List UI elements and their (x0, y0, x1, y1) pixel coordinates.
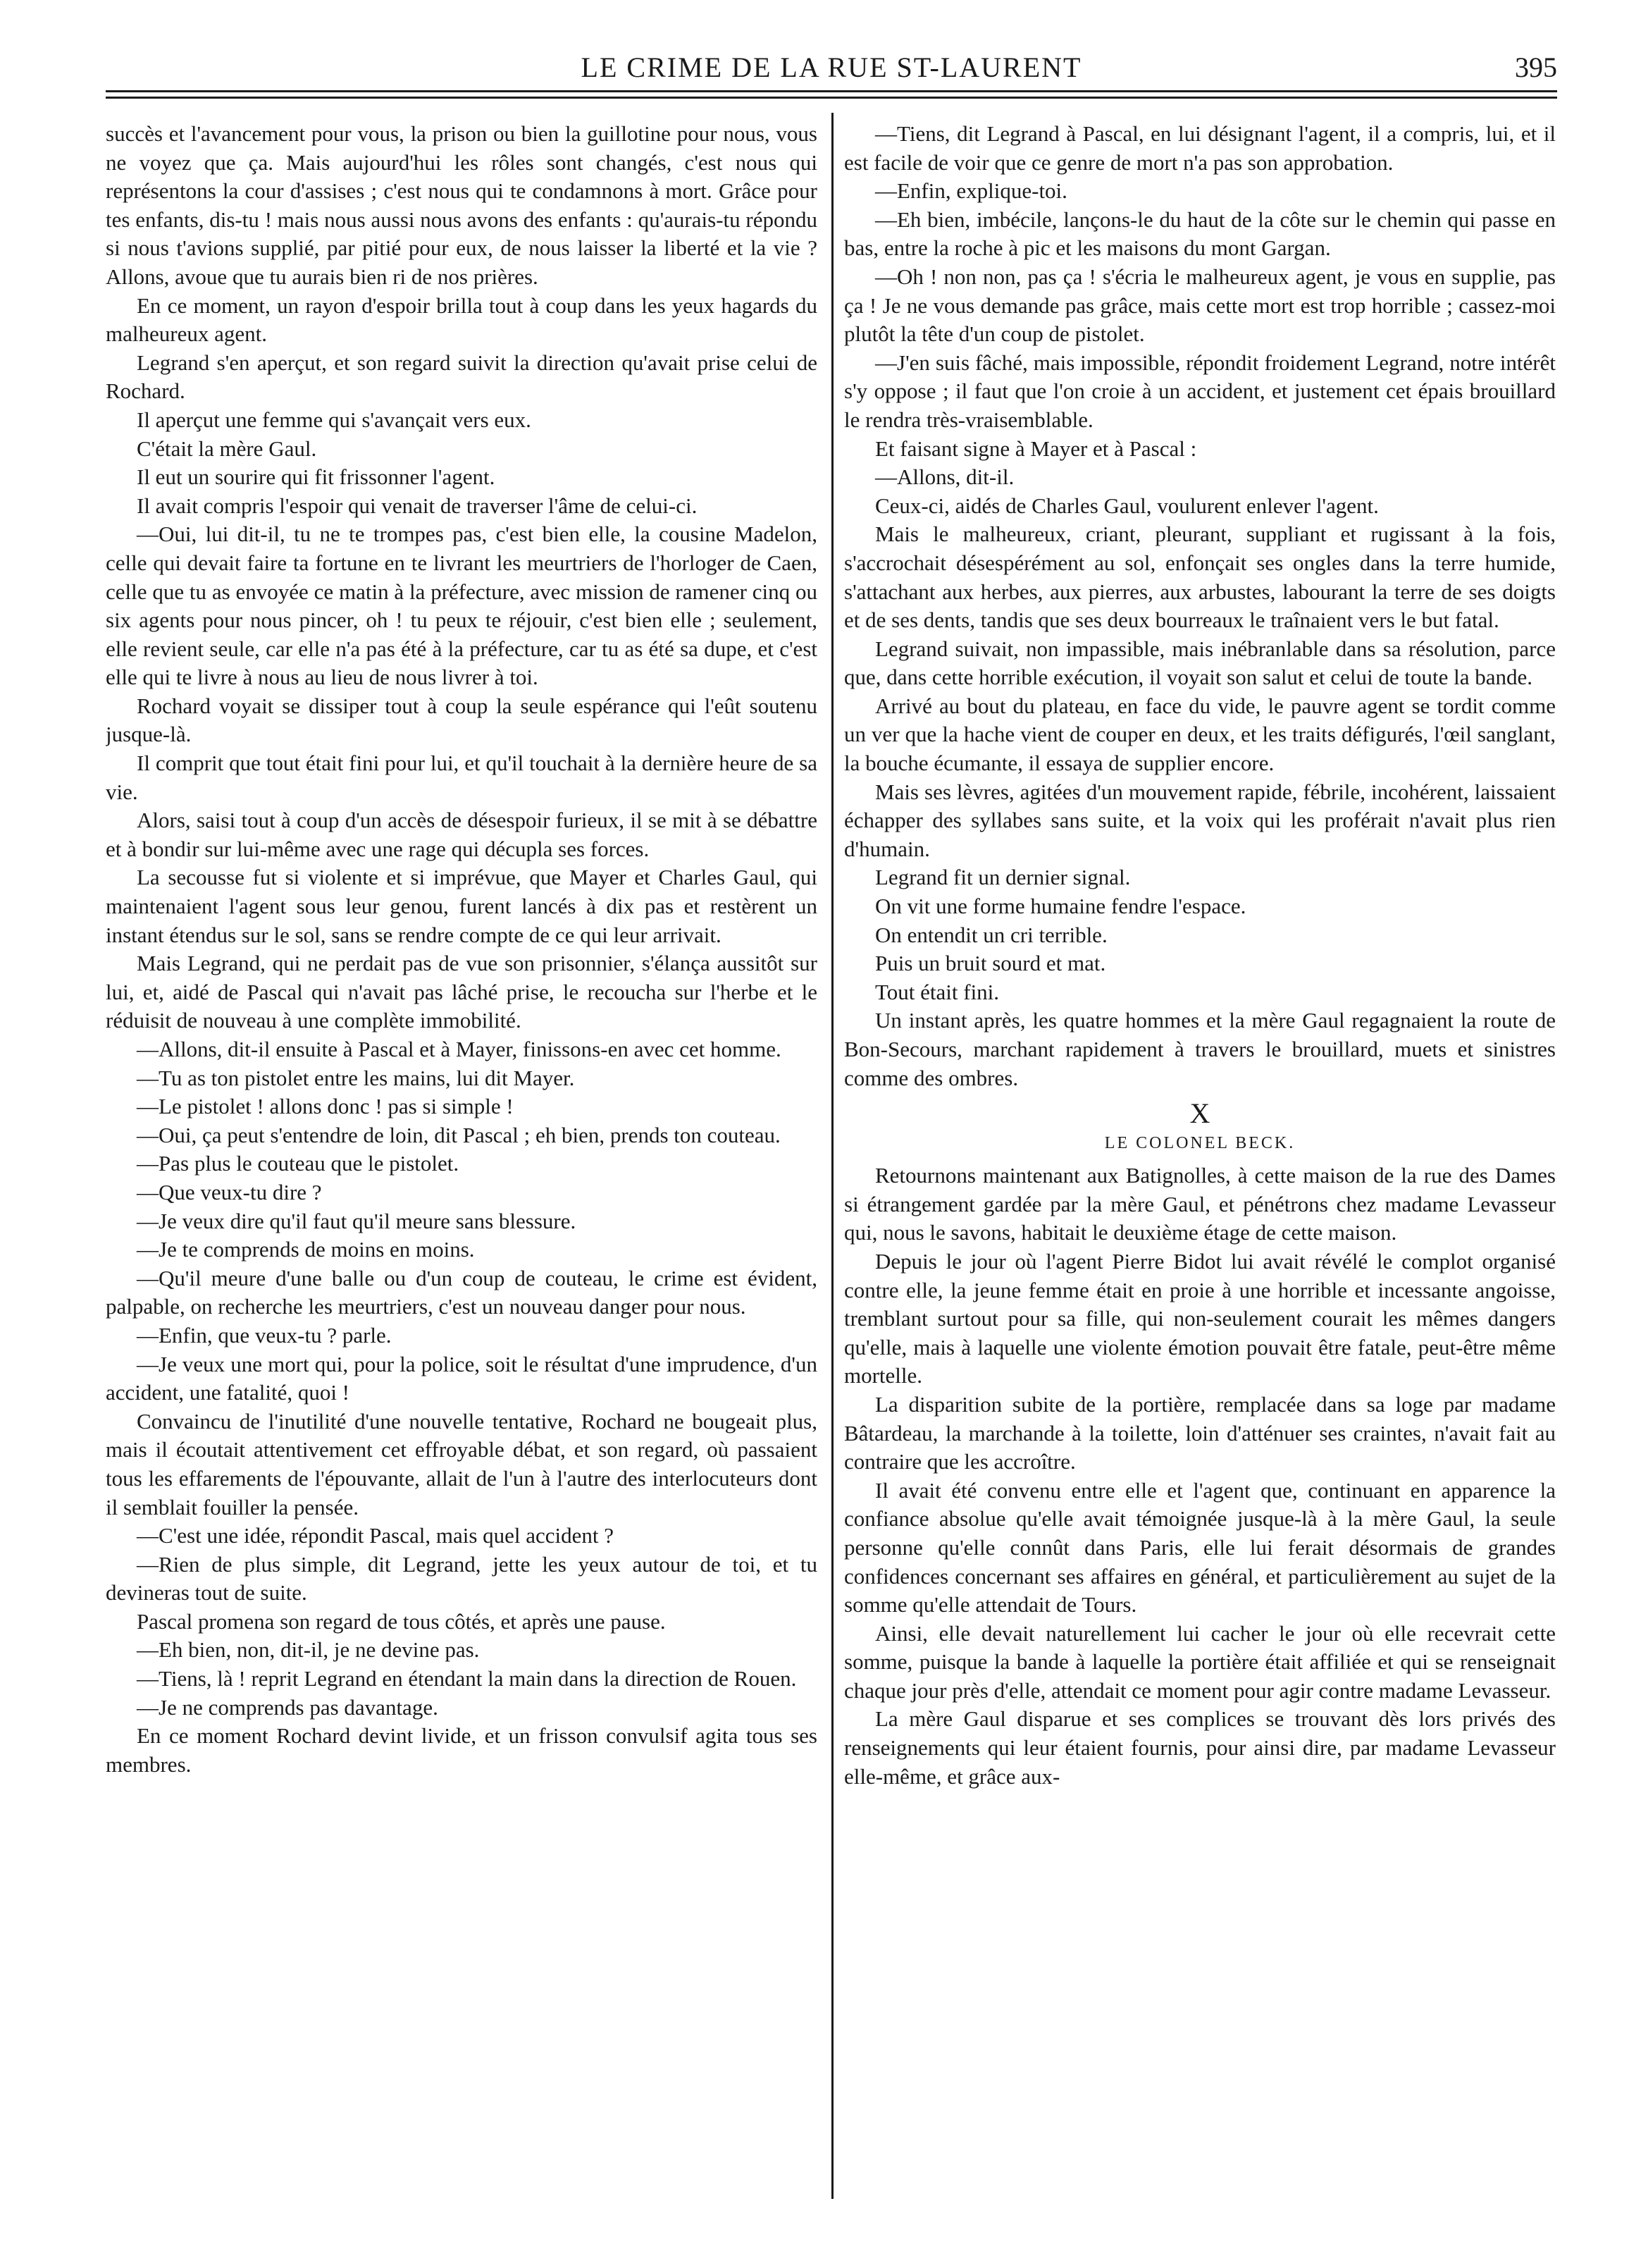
paragraph: Il comprit que tout était fini pour lui, et qu'il touchait à la dernière heure de sa vie. (106, 751, 817, 804)
paragraph: On vit une forme humaine fendre l'espace. (875, 894, 1246, 919)
header-rule-top (106, 90, 1557, 92)
paragraph: —Qu'il meure d'une balle ou d'un coup de couteau, le crime est évident, palpable, on recherche les meurtriers, c'est un nouveau danger pour nous. (106, 1265, 817, 1319)
page-number: 395 (1515, 51, 1557, 83)
paragraph: —Allons, dit-il. (875, 464, 1015, 490)
paragraph: Retournons maintenant aux Batignolles, à cette maison de la rue des Dames si étrangement gardée par la mère Gaul, et pénétrons chez madame Levasseur qui, nous le savons, habitait le deuxième étage de cette maison. (844, 1163, 1556, 1245)
paragraph: Pascal promena son regard de tous côtés, et après une pause. (137, 1608, 666, 1634)
paragraph: —Allons, dit-il ensuite à Pascal et à Mayer, finissons-en avec cet homme. (137, 1037, 781, 1061)
paragraph: —Oui, lui dit-il, tu ne te trompes pas, c'est bien elle, la cousine Madelon, celle qui devait faire ta fortune en te livrant les meurtriers de l'horloger de Caen, celle que tu as envoyée ce matin à la préfecture, avec mission de ramener cinq ou six agents pour nous pincer, oh ! tu peux te réjouir, c'est bien elle ; seulement, elle revient seule, car elle n'a pas été à la préfecture, car tu as été sa dupe, et c'est elle qui te livre à nous au lieu de nous livrer à toi. (106, 522, 817, 690)
left-column (106, 120, 817, 2206)
paragraph: —Pas plus le couteau que le pistolet. (137, 1151, 459, 1176)
paragraph: Legrand suivait, non impassible, mais inébranlable dans sa résolution, parce que, dans cette horrible exécution, il voyait son salut et celui de toute la bande. (844, 636, 1556, 690)
paragraph: Arrivé au bout du plateau, en face du vide, le pauvre agent se tordit comme un ver que la hache vient de couper en deux, et les traits défigurés, l'œil sanglant, la bouche écumante, il essaya de supplier encore. (844, 693, 1556, 776)
paragraph: La secousse fut si violente et si imprévue, que Mayer et Charles Gaul, qui maintenaient l'agent sous leur genou, furent lancés à dix pas et restèrent un instant étendus sur le sol, sans se rendre compte de ce qui leur arrivait. (106, 865, 817, 947)
running-head (106, 47, 1557, 89)
paragraph: Legrand fit un dernier signal. (875, 865, 1131, 890)
paragraph: Il eut un sourire qui fit frissonner l'agent. (137, 464, 495, 490)
paragraph: —Eh bien, imbécile, lançons-le du haut de la côte sur le chemin qui passe en bas, entre la roche à pic et les maisons du mont Gargan. (844, 207, 1556, 261)
paragraph: Un instant après, les quatre hommes et la mère Gaul regagnaient la route de Bon-Secours, marchant rapidement à travers le brouillard, muets et sinistres comme des ombres. (844, 1008, 1556, 1090)
paragraph: Il aperçut une femme qui s'avançait vers eux. (137, 407, 531, 432)
paragraph: On entendit un cri terrible. (875, 922, 1108, 947)
paragraph: En ce moment Rochard devint livide, et un frisson convulsif agita tous ses membres. (106, 1723, 817, 1777)
paragraph: Ceux-ci, aidés de Charles Gaul, voulurent enlever l'agent. (875, 493, 1379, 518)
paragraph: —Je veux une mort qui, pour la police, soit le résultat d'une imprudence, d'un accident, une fatalité, quoi ! (106, 1351, 817, 1405)
paragraph: Convaincu de l'inutilité d'une nouvelle tentative, Rochard ne bougeait plus, mais il écoutait attentivement cet effroyable débat, et son regard, où passaient tous les effarements de l'épouvante, allait de l'un à l'autre des interlocuteurs dont il semblait fouiller la pensée. (106, 1408, 817, 1520)
paragraph: En ce moment, un rayon d'espoir brilla tout à coup dans les yeux hagards du malheureux agent. (106, 292, 817, 347)
paragraph: —Enfin, explique-toi. (875, 178, 1067, 204)
paragraph: Tout était fini. (875, 979, 1000, 1004)
paragraph: Ainsi, elle devait naturellement lui cacher le jour où elle recevrait cette somme, puisque la bande à laquelle la portière était affiliée et qui se renseignait chaque jour près d'elle, attendait ce moment pour agir contre madame Levasseur. (844, 1620, 1556, 1703)
paragraph: Mais ses lèvres, agitées d'un mouvement rapide, fébrile, incohérent, laissaient échapper des syllabes sans suite, et la voix qui les proférait n'avait plus rien d'humain. (844, 779, 1556, 861)
paragraph: Legrand s'en aperçut, et son regard suivit la direction qu'avait prise celui de Rochard. (106, 350, 817, 404)
paragraph: —Je veux dire qu'il faut qu'il meure sans blessure. (137, 1208, 576, 1233)
paragraph: Alors, saisi tout à coup d'un accès de désespoir furieux, il se mit à se débattre et à bondir sur lui-même avec une rage qui décupla ses forces. (106, 808, 817, 861)
paragraph: —Rien de plus simple, dit Legrand, jette les yeux autour de toi, et tu devineras tout de suite. (106, 1551, 817, 1606)
paragraph: Depuis le jour où l'agent Pierre Bidot lui avait révélé le complot organisé contre elle, la jeune femme était en proie à une horrible et incessante angoisse, tremblant surtout pour sa fille, qui non-seulement courait les mêmes dangers qu'elle, mais à laquelle une violente émotion pouvait être fatale, peut-être même mortelle. (844, 1248, 1556, 1388)
paragraph: succès et l'avancement pour vous, la prison ou bien la guillotine pour nous, vous ne voyez que ça. Mais aujourd'hui les rôles sont changés, c'est nous qui représentons la cour d'assises ; c'est nous qui te condamnons à mort. Grâce pour tes enfants, dis-tu ! mais nous aussi nous avons des enfants : qu'aurais-tu répondu si nous t'avions supplié, par pitié pour eux, de nous laisser la liberté et la vie ? Allons, avoue que tu aurais bien ri de nos prières. (106, 121, 817, 289)
paragraph: —Tu as ton pistolet entre les mains, lui dit Mayer. (137, 1065, 575, 1090)
paragraph: —Tiens, là ! reprit Legrand en étendant la main dans la direction de Rouen. (137, 1666, 797, 1691)
running-title: LE CRIME DE LA RUE ST-LAURENT (581, 51, 1082, 83)
paragraph: Il avait compris l'espoir qui venait de traverser l'âme de celui-ci. (137, 493, 698, 518)
paragraph: C'était la mère Gaul. (137, 436, 317, 461)
right-column-text-after (844, 1161, 1556, 1791)
paragraph: —Je te comprends de moins en moins. (137, 1237, 475, 1262)
paragraph: Mais Legrand, qui ne perdait pas de vue son prisonnier, s'élança aussitôt sur lui, et, aidé de Pascal qui n'avait pas lâché prise, le recoucha sur l'herbe et le réduisit de nouveau à une complète immobilité. (106, 951, 817, 1033)
paragraph: Et faisant signe à Mayer et à Pascal : (875, 436, 1197, 461)
chapter-number: X (1189, 1097, 1210, 1130)
paragraph: Rochard voyait se dissiper tout à coup la seule espérance qui l'eût soutenu jusque-là. (106, 693, 817, 747)
paragraph: —C'est une idée, répondit Pascal, mais quel accident ? (137, 1523, 614, 1548)
paragraph: —Je ne comprends pas davantage. (137, 1694, 438, 1720)
paragraph: —Oui, ça peut s'entendre de loin, dit Pascal ; eh bien, prends ton couteau. (137, 1122, 781, 1147)
header-rule-bottom (106, 97, 1557, 99)
paragraph: —Le pistolet ! allons donc ! pas si simple ! (137, 1094, 514, 1119)
paragraph: —Eh bien, non, dit-il, je ne devine pas. (137, 1637, 480, 1663)
paragraph: La mère Gaul disparue et ses complices se trouvant dès lors privés des renseignements qui leur étaient fournis, pour ainsi dire, par madame Levasseur elle-même, et grâce aux- (844, 1706, 1556, 1789)
paragraph: —Oh ! non non, pas ça ! s'écria le malheureux agent, je vous en supplie, pas ça ! Je ne vous demande pas grâce, mais cette mort est trop horrible ; cassez-moi plutôt la tête d'un coup de pistolet. (844, 264, 1556, 347)
paragraph: —Que veux-tu dire ? (137, 1179, 322, 1204)
paragraph: Mais le malheureux, criant, pleurant, suppliant et rugissant à la fois, s'accrochait désespérément au sol, enfonçait ses ongles dans la terre humide, s'attachant aux herbes, aux pierres, aux arbustes, labourant la terre de ses doigts et de ses dents, tandis que ses deux bourreaux le traînaient vers le but fatal. (844, 522, 1556, 633)
paragraph: Puis un bruit sourd et mat. (875, 951, 1106, 976)
right-column (844, 120, 1556, 2206)
column-divider (831, 113, 834, 2199)
paragraph: —Tiens, dit Legrand à Pascal, en lui désignant l'agent, il a compris, lui, et il est facile de voir que ce genre de mort n'a pas son approbation. (844, 121, 1556, 175)
paragraph: —Enfin, que veux-tu ? parle. (137, 1322, 392, 1348)
right-column-text-before (844, 120, 1556, 1092)
paragraph: Il avait été convenu entre elle et l'agent que, continuant en apparence la confiance absolue qu'elle avait témoignée jusque-là à la mère Gaul, la seule personne qu'elle connût dans Paris, elle lui ferait désormais de grandes confidences concernant ses affaires en général, et particulièrement au sujet de la somme qu'elle attendait de Tours. (844, 1477, 1556, 1617)
chapter-title: LE COLONEL BECK. (1104, 1134, 1296, 1153)
paragraph: —J'en suis fâché, mais impossible, répondit froidement Legrand, notre intérêt s'y oppose ; il faut que l'on croie à un accident, et justement cet épais brouillard le rendra très-vraisemblable. (844, 350, 1556, 432)
paragraph: La disparition subite de la portière, remplacée dans sa loge par madame Bâtardeau, la marchande à la toilette, loin d'atténuer ses craintes, n'avait fait au contraire que les accroître. (844, 1391, 1556, 1474)
